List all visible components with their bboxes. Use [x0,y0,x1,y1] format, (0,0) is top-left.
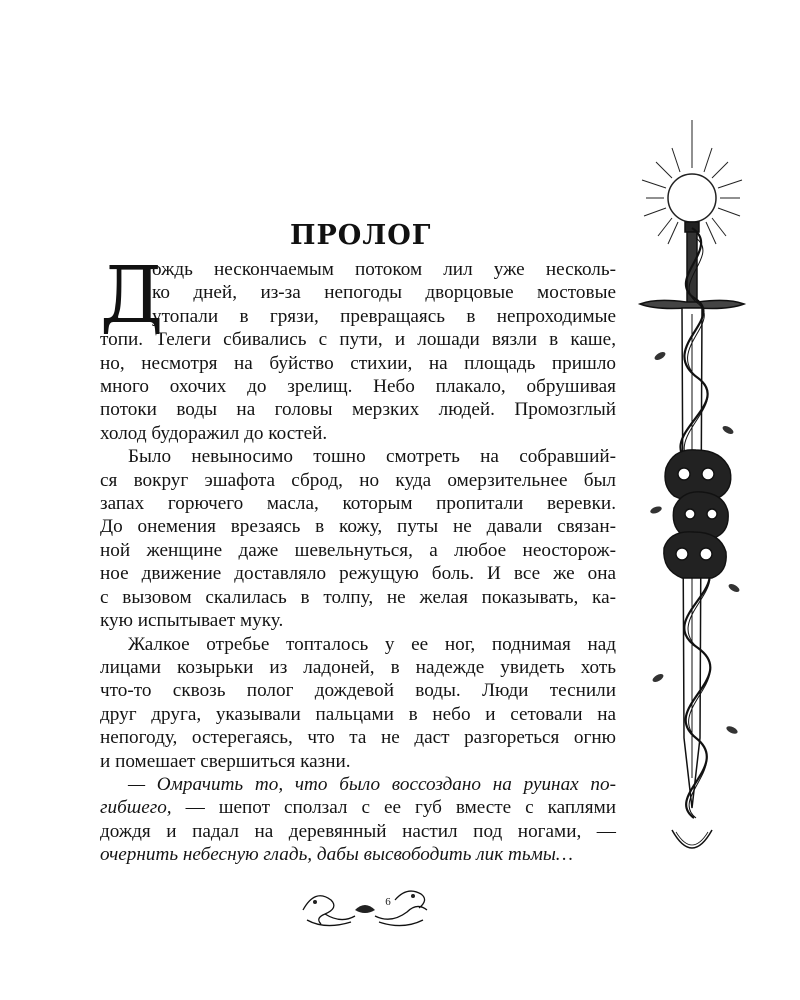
page-number: 6 [385,896,391,908]
dialogue-narration-1: — шепот сползал с ее губ вместе с каплями [171,797,616,819]
text-line-10: ся вокруг эшафота сброд, но куда омерзительнее был [100,469,616,491]
text-line-2: ко дней, из-за непогоды дворцовые мостовые [152,282,616,304]
text-line-8: холод будоражил до костей. [100,422,328,444]
text-line-24 [100,796,616,819]
dialogue-italic-2: гибшего, [100,797,172,819]
text-line-16: кую испытывает муку. [100,610,284,632]
text-line-9: Было невыносимо тошно смотреть на собравший- [128,446,616,468]
text-line-26 [100,843,616,866]
text-line-19: что-то сквозь полог дождевой воды. Люди теснили [100,680,616,702]
text-line-5: но, несмотря на буйство стихии, на площадь пришло [100,352,616,374]
text-line-12: До онемения врезаясь в кожу, путы не давали связан- [100,516,616,538]
chapter-title: ПРОЛОГ [290,220,432,251]
dialogue-italic-1: — Омрачить то, что было воссоздано на руинах по- [128,773,616,795]
skulls-icon [664,450,731,578]
text-line-15: с вызовом скалилась в толпу, не желая показывать, ка- [100,586,616,608]
text-line-20: друг друга, указывали пальцами в небо и сетовали на [100,703,616,725]
text-line-18: лицами козырьки из ладоней, в надежде увидеть хоть [100,656,616,678]
drop-cap-letter: Д [100,251,164,341]
footer-ornament [295,880,435,930]
sword-ornament [636,118,748,870]
text-line-21: непогоду, остерегаясь, что та не даст разгореться огню [100,727,616,749]
text-line-7: потоки воды на головы мерзких людей. Промозглый [100,399,616,421]
crescent-moon-icon [672,830,712,848]
dialogue-italic-3: очернить небесную гладь, дабы высвободить лик тьмы… [100,844,573,866]
text-line-4: топи. Телеги сбивались с пути, и лошади вязли в каше, [100,329,616,351]
body-text [100,258,616,867]
text-line-1: ождь нескончаемым потоком лил уже несколь- [152,259,616,280]
text-line-25: дождя и падал на деревянный настил под ногами, — [100,820,616,842]
text-line-23 [100,773,616,796]
text-line-13: ной женщине даже шевельнуться, а любое неосторож- [100,539,616,561]
text-line-11: запах горючего масла, которым пропитали веревки. [100,493,616,515]
text-line-22: и помешает свершиться казни. [100,750,351,772]
text-line-3: утопали в грязи, превращаясь в непроходимые [152,305,616,327]
text-line-17: Жалкое отребье топталось у ее ног, поднимая над [128,633,616,655]
text-line-14: ное движение доставляло режущую боль. И все же она [100,563,616,585]
text-line-6: много охочих до зрелищ. Небо плакало, обрушивая [100,376,616,398]
